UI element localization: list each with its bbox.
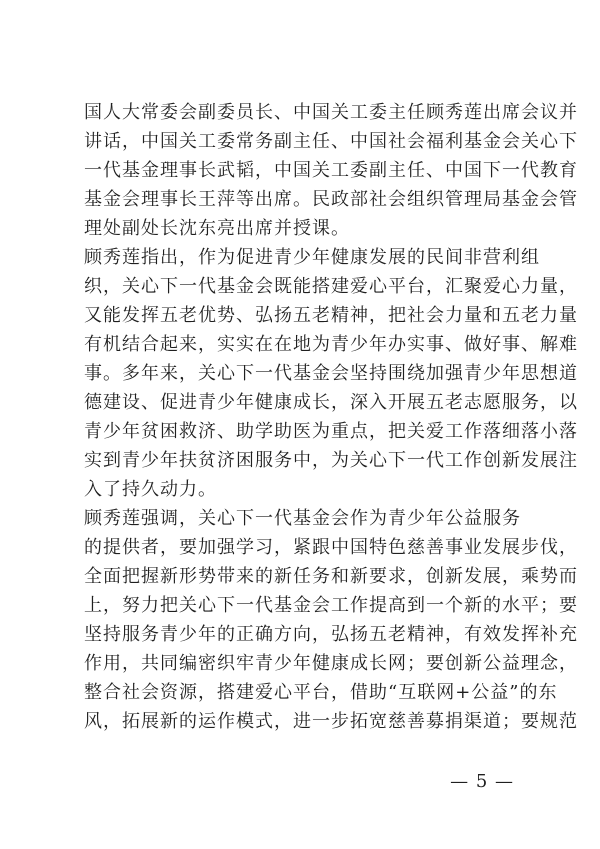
text-line: 事。多年来，关心下一代基金会坚持围绕加强青少年思想道 — [84, 363, 578, 384]
text-line: 理处副处长沈东亮出席并授课。 — [84, 218, 350, 239]
text-line: 整合社会资源，搭建爱心平台，借助“互联网+公益”的东 — [84, 682, 558, 703]
text-line: 风，拓展新的运作模式，进一步拓宽慈善募捐渠道；要规范 — [84, 711, 578, 732]
text-line: 全面把握新形势带来的新任务和新要求，创新发展，乘势而 — [84, 566, 578, 587]
text-line: 的提供者，要加强学习，紧跟中国特色慈善事业发展步伐， — [84, 537, 578, 558]
text-line: 作用，共同编密织牢青少年健康成长网；要创新公益理念， — [84, 653, 578, 674]
body-text — [84, 98, 578, 736]
text-line: 国人大常委会副委员长、中国关工委主任顾秀莲出席会议并 — [84, 102, 578, 123]
text-line: 又能发挥五老优势、弘扬五老精神，把社会力量和五老力量 — [84, 305, 578, 326]
text-line: 上，努力把关心下一代基金会工作提高到一个新的水平；要 — [84, 595, 578, 616]
text-line: 德建设、促进青少年健康成长，深入开展五老志愿服务，以 — [84, 392, 578, 413]
text-line: 织，关心下一代基金会既能搭建爱心平台，汇聚爱心力量， — [84, 276, 578, 297]
text-line: 青少年贫困救济、助学助医为重点，把关爱工作落细落小落 — [84, 421, 578, 442]
text-line: 讲话，中国关工委常务副主任、中国社会福利基金会关心下 — [84, 131, 578, 152]
text-line: 有机结合起来，实实在在地为青少年办实事、做好事、解难 — [84, 334, 578, 355]
text-line: 实到青少年扶贫济困服务中，为关心下一代工作创新发展注 — [84, 450, 578, 471]
text-line: 入了持久动力。 — [84, 479, 217, 500]
page-number: — 5 — — [450, 771, 514, 792]
text-line: 基金会理事长王萍等出席。民政部社会组织管理局基金会管 — [84, 189, 578, 210]
text-line: 顾秀莲指出，作为促进青少年健康发展的民间非营利组 — [84, 247, 540, 268]
text-line: 顾秀莲强调，关心下一代基金会作为青少年公益服务 — [84, 508, 521, 529]
text-line: 坚持服务青少年的正确方向，弘扬五老精神，有效发挥补充 — [84, 624, 578, 645]
text-line: 一代基金理事长武韬，中国关工委副主任、中国下一代教育 — [84, 160, 578, 181]
